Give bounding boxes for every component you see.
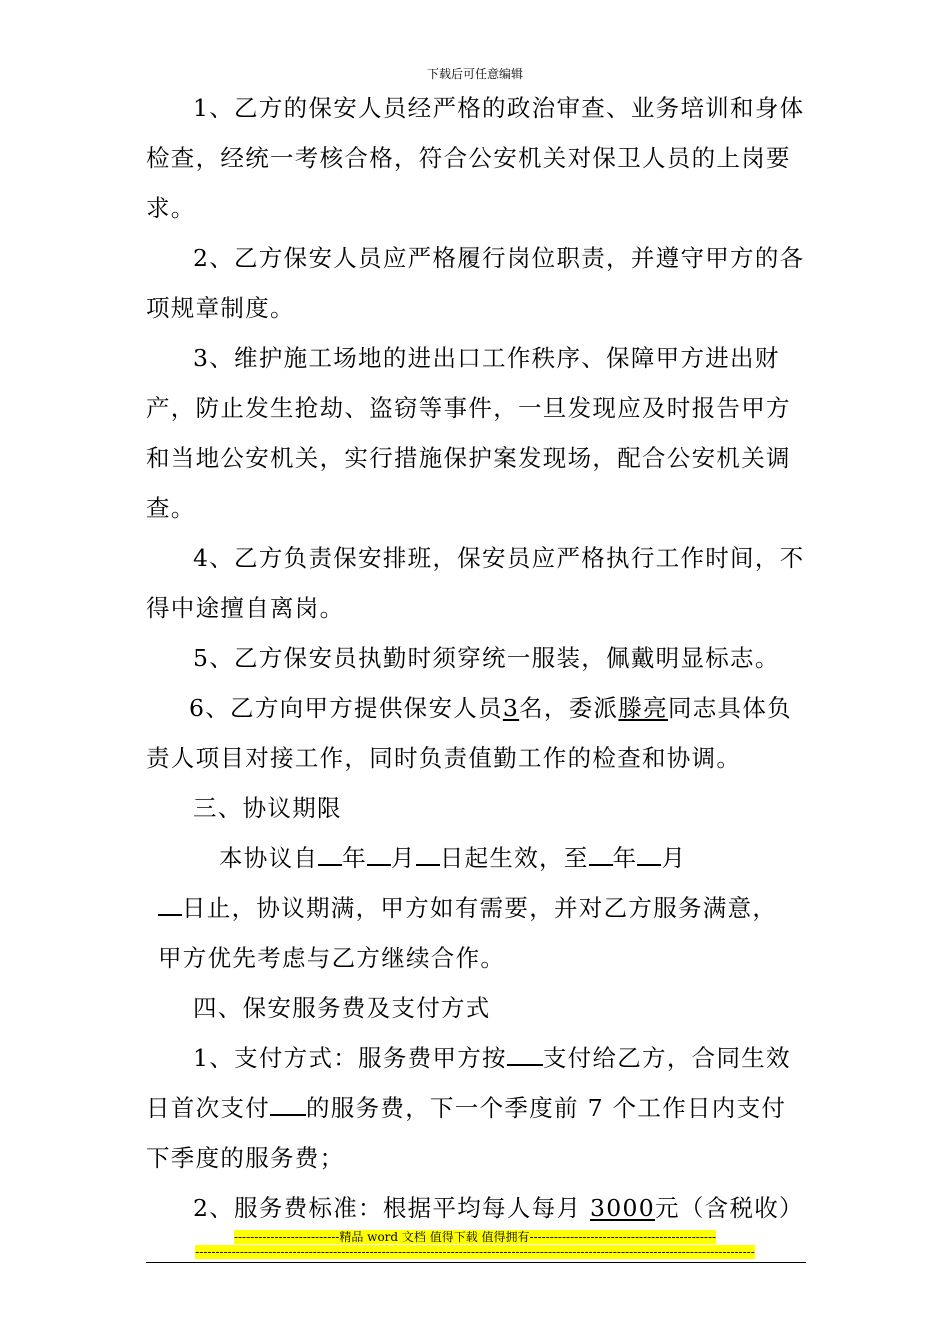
paragraph-11 [146,1183,810,1233]
footer-banner [0,1230,950,1244]
p7-text-d1: 日起生效，至 [439,844,589,872]
p11-text-b: 元（含税收） [655,1194,804,1222]
paragraph-3: 3、维护施工场地的进出口工作秩序、保障甲方进出财产，防止发生抢劫、盗窃等事件，一旦发现应及时报告甲方和当地公安机关，实行措施保护案发现场，配合公安机关调查。 [146,344,791,522]
paragraph-4: 4、乙方负责保安排班，保安员应严格执行工作时间，不得中途擅自离岗。 [146,544,805,622]
page-header: 下载后可任意编辑 [426,67,523,81]
p11-text-a: 2、服务费标准：根据平均每人每月 [193,1194,591,1222]
paragraph-2: 2、乙方保安人员应严格履行岗位职责，并遵守甲方的各项规章制度。 [146,244,805,322]
section-heading-4: 四、保安服务费及支付方式 [193,994,491,1022]
footer-dash-text: ------------------------------------------------------------------------------------------------------------------------------------------ [195,1245,755,1259]
blank-line [367,844,391,866]
p10-text-a: 1、支付方式：服务费甲方按 [193,1044,507,1072]
blank-line [416,844,440,866]
paragraph-5: 5、乙方保安员执勤时须穿统一服装，佩戴明显标志。 [193,644,780,672]
p10-text-c: 的服务费，下一个季度前 7 个工作日内支付下季度的服务费； [146,1094,787,1172]
blank-line [270,1094,306,1116]
p7-year-1: 年 [342,844,368,872]
p7-month-2: 月 [661,844,687,872]
footer-dash-line [0,1245,950,1259]
blank-line [318,844,342,866]
section-heading-3: 三、协议期限 [193,794,342,822]
paragraph-7 [146,833,810,883]
blank-line [637,844,661,866]
guard-count: 3 [502,694,520,722]
p6-text-b: 名，委派 [519,694,619,722]
p7-month-1: 月 [391,844,416,872]
paragraph-8 [146,883,810,933]
paragraph-1: 1、乙方的保安人员经严格的政治审查、业务培训和身体检查，经统一考核合格，符合公安机关对保卫人员的上岗要求。 [146,94,805,222]
blank-line [158,894,182,916]
paragraph-6 [146,683,810,783]
footer-divider [146,1262,806,1263]
footer-banner-text: --------------------------精品 word 文档 值得下载 值得拥有---------------------------------------------- [233,1230,717,1244]
p7-year-2: 年 [612,844,638,872]
contact-name: 滕亮 [618,694,668,722]
p7-text-a: 本协议自 [219,844,319,872]
p6-text-a: 6、乙方向甲方提供保安人员 [189,694,503,722]
document-body [146,83,810,1233]
paragraph-9: 甲方优先考虑与乙方继续合作。 [158,944,506,972]
p6-text-c: 同志具体负责人项目对接工作，同时负责值勤工作的检查和协调。 [146,694,792,772]
blank-line [589,844,613,866]
fee-amount: 3000 [590,1194,656,1222]
p8-text: 日止，协议期满，甲方如有需要，并对乙方服务满意， [182,894,778,922]
blank-line [507,1044,543,1066]
paragraph-10 [146,1033,810,1183]
p10-text-b: 支付给乙方，合同生效日首次支付 [146,1044,791,1122]
